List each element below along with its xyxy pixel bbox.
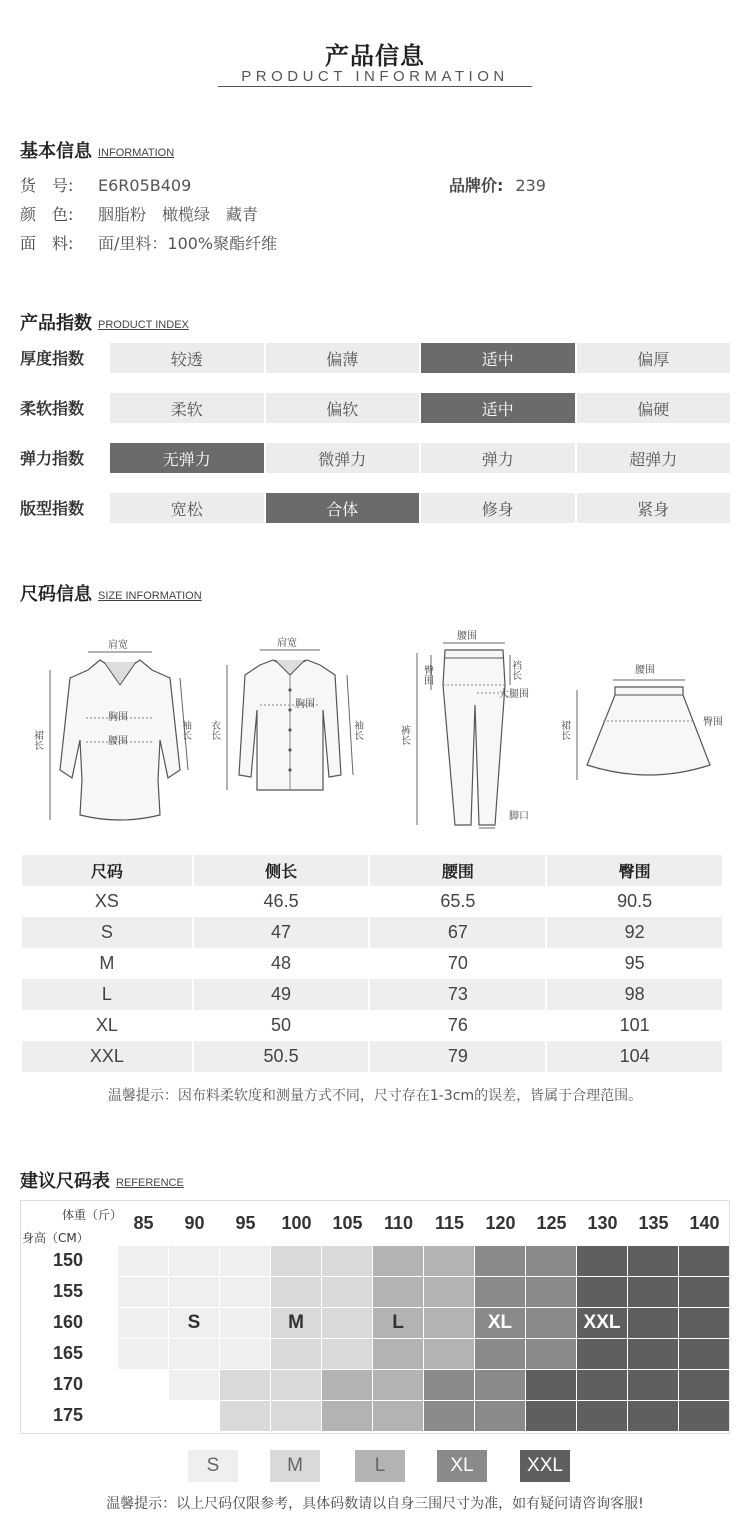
title-underline (218, 86, 532, 87)
shirt-length-label: 衣长 (208, 720, 220, 740)
info-label: 颜 色: (20, 205, 74, 224)
index-option-active: 合体 (266, 493, 420, 523)
table-cell: 48 (271, 953, 292, 973)
index-option-active: 无弹力 (110, 443, 264, 473)
table-header-cell: 腰围 (370, 855, 545, 886)
height-header-cell: 165 (52, 1343, 84, 1363)
weight-header-cell: 140 (689, 1213, 720, 1233)
table-cell: L (22, 979, 192, 1010)
table-cell: XL (95, 1015, 118, 1035)
basic-info-heading (20, 137, 174, 163)
reference-cell (679, 1370, 729, 1400)
reference-cell (526, 1308, 576, 1338)
shirt-sleeve-label: 袖长 (351, 720, 363, 740)
reference-cell (424, 1277, 474, 1307)
reference-cell (526, 1246, 576, 1276)
table-row (22, 917, 728, 948)
reference-cell (169, 1277, 219, 1307)
reference-cell (271, 1401, 321, 1431)
reference-cell (577, 1246, 627, 1276)
reference-cell (577, 1370, 627, 1400)
table-cell: 98 (547, 979, 722, 1010)
index-row-fit (110, 493, 730, 523)
reference-cell (577, 1339, 627, 1369)
reference-cell (271, 1277, 321, 1307)
height-axis-label: 身高（CM） (22, 1231, 89, 1245)
index-option: 偏薄 (266, 343, 420, 373)
table-cell: 46.5 (263, 891, 299, 911)
size-note: 温馨提示：因布料柔软度和测量方式不同，尺寸存在1-3cm的误差，皆属于合理范围。 (107, 1088, 643, 1104)
skirt-diagram (555, 655, 730, 785)
height-header-cell: 155 (52, 1281, 84, 1301)
reference-cell (220, 1308, 270, 1338)
reference-cell (271, 1246, 321, 1276)
reference-size-label: S (187, 1312, 201, 1333)
index-label-softness: 柔软指数 (20, 399, 85, 418)
basic-info-title: 基本信息 (20, 141, 92, 162)
info-value: 面/里料：100%聚酯纤维 (98, 234, 278, 253)
reference-cell (679, 1277, 729, 1307)
reference-cell (271, 1370, 321, 1400)
weight-header-cell: 115 (434, 1213, 465, 1233)
price-label: 品牌价: (449, 176, 504, 195)
reference-cell (475, 1246, 525, 1276)
reference-cell (526, 1401, 576, 1431)
index-option: 偏软 (266, 393, 420, 423)
skirt-length-label: 裙长 (558, 720, 570, 740)
index-option: 微弹力 (266, 443, 420, 473)
reference-size-label: L (392, 1312, 404, 1333)
reference-cell (169, 1370, 219, 1400)
reference-cell (220, 1370, 270, 1400)
reference-cell (220, 1246, 270, 1276)
table-row (22, 886, 728, 917)
reference-cell (373, 1401, 423, 1431)
reference-cell (322, 1308, 372, 1338)
pants-hip-label: 臀围 (421, 665, 433, 685)
table-cell: 90.5 (617, 891, 653, 911)
table-row (22, 1041, 728, 1072)
reference-cell (118, 1339, 168, 1369)
weight-header-cell: 90 (184, 1213, 205, 1233)
height-header-cell: 175 (52, 1405, 84, 1425)
basic-info-subtitle: INFORMATION (98, 147, 175, 159)
reference-cell (475, 1339, 525, 1369)
table-cell: XS (94, 891, 119, 911)
weight-header-cell: 120 (485, 1213, 516, 1233)
reference-cell (373, 1370, 423, 1400)
reference-cell (322, 1339, 372, 1369)
shirt-diagram (205, 635, 375, 805)
reference-cell (628, 1370, 678, 1400)
index-subtitle: PRODUCT INDEX (98, 319, 189, 331)
reference-cell (322, 1370, 372, 1400)
index-option: 偏厚 (577, 343, 731, 373)
dress-sleeve-label: 袖长 (179, 720, 191, 740)
index-option-active: 适中 (421, 343, 575, 373)
index-label-thickness: 厚度指数 (20, 349, 85, 368)
index-row-softness (110, 393, 730, 423)
dress-length-label: 裙长 (31, 730, 43, 750)
reference-cell (169, 1246, 219, 1276)
weight-header-cell: 135 (638, 1213, 669, 1233)
reference-cell (118, 1370, 168, 1400)
info-value: 胭脂粉 橄榄绿 藏青 (98, 205, 259, 224)
table-header-cell: 侧长 (194, 855, 369, 886)
index-option: 修身 (421, 493, 575, 523)
index-title: 产品指数 (20, 313, 92, 334)
legend-swatch: S (188, 1450, 238, 1482)
shirt-shoulder-label: 肩宽 (277, 638, 297, 649)
table-header-cell: 尺码 (22, 855, 192, 886)
reference-cell (373, 1246, 423, 1276)
reference-cell (526, 1339, 576, 1369)
reference-heading (20, 1167, 184, 1193)
legend-swatch: L (355, 1450, 405, 1482)
weight-header-cell: 125 (536, 1213, 567, 1233)
table-header-cell: 臀围 (547, 855, 722, 886)
reference-cell (628, 1401, 678, 1431)
page-title: 产品信息 (325, 42, 425, 70)
info-label: 面 料: (20, 234, 74, 253)
dress-waist-label: 腰围 (108, 736, 128, 747)
height-header-cell: 150 (52, 1250, 84, 1270)
table-header-row (22, 855, 728, 886)
reference-cell (271, 1339, 321, 1369)
index-option: 弹力 (421, 443, 575, 473)
index-option-active: 适中 (421, 393, 575, 423)
reference-cell (475, 1370, 525, 1400)
reference-title: 建议尺码表 (20, 1171, 110, 1192)
index-option: 超弹力 (577, 443, 731, 473)
table-row (22, 1010, 728, 1041)
table-row (22, 979, 728, 1010)
weight-header-cell: 105 (332, 1213, 363, 1233)
reference-cell (322, 1277, 372, 1307)
page-subtitle: PRODUCT INFORMATION (241, 68, 509, 85)
index-option: 较透 (110, 343, 264, 373)
reference-cell (322, 1246, 372, 1276)
pants-diagram (395, 625, 555, 835)
shirt-chest-label: 胸围 (295, 699, 315, 710)
table-cell: 76 (447, 1015, 468, 1035)
reference-cell (424, 1401, 474, 1431)
index-option: 宽松 (110, 493, 264, 523)
reference-cell (628, 1339, 678, 1369)
height-header-cell: 170 (52, 1374, 84, 1394)
reference-cell (118, 1246, 168, 1276)
info-color (20, 202, 258, 225)
reference-cell (679, 1401, 729, 1431)
info-price (449, 173, 546, 196)
reference-cell (118, 1401, 168, 1431)
table-cell: 73 (370, 979, 545, 1010)
reference-cell (475, 1277, 525, 1307)
size-title: 尺码信息 (20, 584, 92, 605)
dress-shoulder-label: 肩宽 (108, 640, 128, 651)
table-cell: 47 (194, 917, 369, 948)
info-label: 货 号: (20, 176, 74, 195)
dress-chest-label: 胸围 (108, 712, 128, 723)
table-cell: 95 (624, 953, 645, 973)
table-cell: 70 (447, 953, 468, 973)
info-item-no (20, 173, 191, 196)
skirt-waist-label: 腰围 (635, 665, 655, 676)
reference-cell (169, 1339, 219, 1369)
table-cell: 92 (547, 917, 722, 948)
table-cell: S (22, 917, 192, 948)
pants-waist-label: 腰围 (457, 631, 477, 642)
index-option: 偏硬 (577, 393, 731, 423)
weight-header-cell: 130 (587, 1213, 618, 1233)
reference-size-label: XL (487, 1312, 513, 1333)
size-heading (20, 580, 202, 606)
table-cell: 65.5 (440, 891, 476, 911)
reference-cell (628, 1277, 678, 1307)
price-value: 239 (515, 176, 546, 195)
index-row-thickness (110, 343, 730, 373)
table-cell: 104 (547, 1041, 722, 1072)
index-option: 紧身 (577, 493, 731, 523)
reference-cell (220, 1401, 270, 1431)
index-row-elasticity (110, 443, 730, 473)
pants-length-label: 裤长 (398, 725, 410, 745)
reference-cell (424, 1246, 474, 1276)
table-cell: 50.5 (194, 1041, 369, 1072)
weight-header-cell: 95 (235, 1213, 256, 1233)
dress-diagram (30, 630, 205, 830)
pants-rise-label: 裆长 (509, 660, 521, 680)
height-header-cell: 160 (52, 1312, 84, 1332)
legend-swatch: XXL (520, 1450, 570, 1482)
skirt-hip-label: 臀围 (703, 717, 723, 728)
reference-cell (628, 1246, 678, 1276)
info-fabric (20, 231, 277, 254)
reference-cell (577, 1277, 627, 1307)
reference-cell (679, 1308, 729, 1338)
reference-cell (577, 1401, 627, 1431)
table-cell: 50 (271, 1015, 292, 1035)
table-cell: 101 (619, 1015, 650, 1035)
reference-size-label: M (288, 1312, 304, 1333)
reference-cell (424, 1339, 474, 1369)
table-cell: M (99, 953, 115, 973)
pants-hem-label: 脚口 (509, 811, 529, 822)
reference-cell (628, 1308, 678, 1338)
table-cell: 79 (370, 1041, 545, 1072)
table-cell: XXL (22, 1041, 192, 1072)
table-row (22, 948, 728, 979)
info-value: E6R05B409 (98, 176, 192, 195)
reference-cell (526, 1370, 576, 1400)
reference-cell (118, 1308, 168, 1338)
reference-cell (373, 1339, 423, 1369)
table-cell: 67 (370, 917, 545, 948)
table-cell: 49 (194, 979, 369, 1010)
reference-cell (373, 1277, 423, 1307)
legend-swatch: M (270, 1450, 320, 1482)
reference-cell (526, 1277, 576, 1307)
reference-cell (679, 1339, 729, 1369)
index-option: 柔软 (110, 393, 264, 423)
weight-header-cell: 110 (383, 1213, 414, 1233)
index-label-elasticity: 弹力指数 (20, 449, 85, 468)
size-subtitle: SIZE INFORMATION (98, 590, 202, 602)
index-heading (20, 309, 189, 335)
index-label-fit: 版型指数 (20, 499, 85, 518)
reference-cell (424, 1308, 474, 1338)
weight-header-cell: 85 (133, 1213, 154, 1233)
legend-swatch: XL (437, 1450, 487, 1482)
reference-note: 温馨提示：以上尺码仅限参考，具体码数请以自身三围尺寸为准，如有疑问请咨询客服! (106, 1496, 644, 1512)
size-table (20, 855, 730, 1072)
reference-size-label: XXL (583, 1312, 621, 1333)
reference-cell (424, 1370, 474, 1400)
reference-cell (220, 1277, 270, 1307)
reference-cell (220, 1339, 270, 1369)
weight-axis-label: 体重（斤） (62, 1208, 123, 1222)
reference-cell (169, 1401, 219, 1431)
weight-header-cell: 100 (281, 1213, 312, 1233)
pants-thigh-label: 大腿围 (499, 689, 529, 700)
reference-cell (679, 1246, 729, 1276)
reference-cell (118, 1277, 168, 1307)
reference-cell (475, 1401, 525, 1431)
reference-subtitle: REFERENCE (116, 1177, 184, 1189)
reference-cell (322, 1401, 372, 1431)
